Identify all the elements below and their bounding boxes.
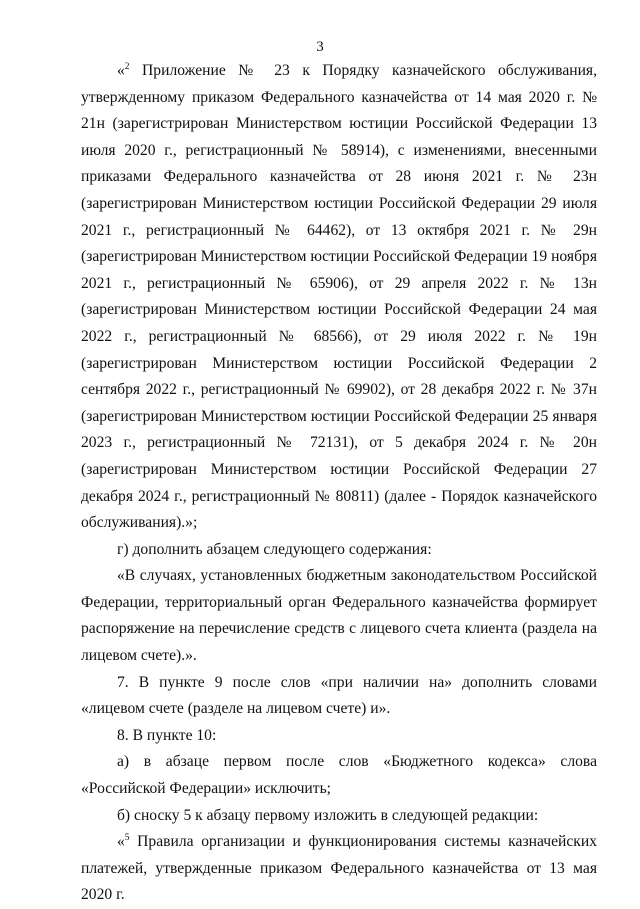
- paragraph-text: Приложение № 23 к Порядку казначейского обслуживания, утвержденному приказом Федерального казначейства от 14 мая 2020 г. № 21н (зарегистрирован Министерством юстиции Российской Федерации 13 июля 2020 г., регистрационный № 58914), с изменениями, внесенными приказами Федерального казначейства от 28 июня 2021 г. № 23н (зарегистрирован Министерством юстиции Российской Федерации 29 июля 2021 г., регистрационный № 64462), от 13 октября 2021 г. № 29н (зарегистрирован Министерством юстиции Российской Федерации 19 ноября 2021 г., регистрационный № 65906), от 29 апреля 2022 г. № 13н (зарегистрирован Министерством юстиции Российской Федерации 24 мая 2022 г., регистрационный № 68566), от 29 июля 2022 г. № 19н (зарегистрирован Министерством юстиции Российской Федерации 2 сентября 2022 г., регистрационный № 69902), от 28 декабря 2022 г. № 37н (зарегистрирован Министерством юстиции Российской Федерации 25 января 2023 г., регистрационный № 72131), от 5 декабря 2024 г. № 20н (зарегистрирован Министерством юстиции Российской Федерации 27 декабря 2024 г., регистрационный № 80811) (далее - Порядок казначейского обслуживания).»;: [81, 62, 597, 532]
- amendment-item-b: б) сноску 5 к абзацу первому изложить в следующей редакции:: [117, 806, 539, 824]
- paragraph-text: Правила организации и функционирования системы казначейских платежей, утвержденные приказом Федерального казначейства от 13 мая 2020 г.: [81, 833, 597, 904]
- footnote-5-text: [81, 829, 597, 909]
- footnote-2-text: [81, 58, 597, 537]
- clause-8-heading: 8. В пункте 10:: [117, 726, 217, 744]
- quoted-paragraph: «В случаях, установленных бюджетным законодательством Российской Федерации, территориальный орган Федерального казначейства формирует распоряжение на перечисление средств с лицевого счета клиента (раздела на лицевом счете).».: [81, 567, 597, 665]
- opening-quote: «: [117, 833, 125, 851]
- footnote-marker: 2: [124, 62, 130, 72]
- amendment-item-g: г) дополнить абзацем следующего содержания:: [117, 540, 432, 558]
- amendment-item-a: а) в абзаце первом после слов «Бюджетного кодекса» слова «Российской Федерации» исключить;: [81, 753, 597, 798]
- clause-7: 7. В пункте 9 после слов «при наличии на» дополнить словами «лицевом счете (разделе на лицевом счете) и».: [81, 673, 597, 718]
- footnote-marker: 5: [124, 833, 130, 844]
- opening-quote: «: [117, 62, 125, 79]
- document-body: [81, 58, 597, 909]
- page-number: 3: [316, 39, 324, 55]
